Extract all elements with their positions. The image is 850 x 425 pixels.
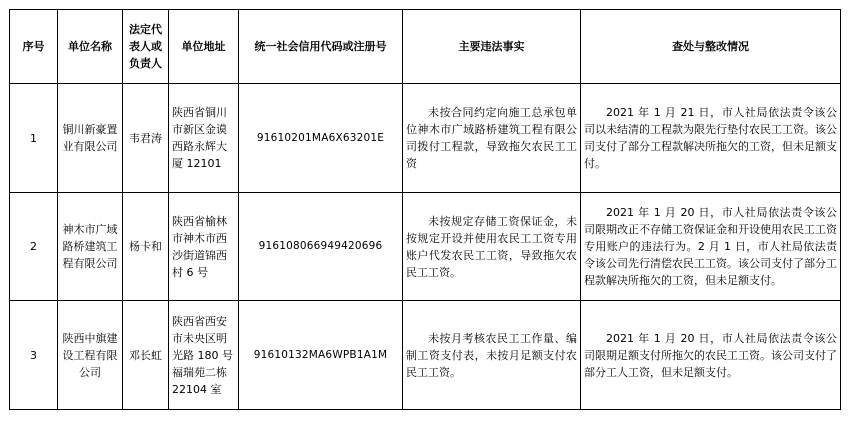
table-row: [10, 193, 841, 301]
cell-address: 陕西省西安市未央区明光路 180 号福瑞苑二栋 22104 室: [169, 301, 239, 410]
cell-handling: 2021 年 1 月 21 日，市人社局依法责令该公司以未结清的工程款为限先行垫付农民工工资。该公司支付了部分工程款解决所拖欠的工资，但未足额支付。: [581, 84, 841, 193]
cell-name: 铜川新豪置业有限公司: [58, 84, 123, 193]
cell-address: 陕西省铜川市新区金谟西路永辉大厦 12101: [169, 84, 239, 193]
violation-table-sheet: [9, 9, 841, 410]
cell-handling: 2021 年 1 月 20 日，市人社局依法责令该公司限期改正不存储工资保证金和开设使用农民工工资专用账户的违法行为。2 月 1 日，市人社局依法责令该公司先行清偿农民工工资。该公司支付了部分工程款解决所拖欠的工资，但未足额支付。: [581, 193, 841, 301]
table-row: [10, 84, 841, 193]
cell-facts: 未按月考核农民工工作量、编制工资支付表，未按月足额支付农民工工资。: [403, 301, 581, 410]
header-no: 序号: [10, 10, 58, 84]
cell-facts: 未按合同约定向施工总承包单位神木市广域路桥建筑工程有限公司拨付工程款，导致拖欠农民工工资: [403, 84, 581, 193]
cell-no: 2: [10, 193, 58, 301]
cell-rep: 杨卡和: [123, 193, 169, 301]
cell-rep: 邓长虹: [123, 301, 169, 410]
violation-table: [9, 9, 841, 410]
cell-facts: 未按规定存储工资保证金，未按规定开设并使用农民工工资专用账户代发农民工工资，导致拖欠农民工工资。: [403, 193, 581, 301]
cell-code: 916108066949420696: [239, 193, 403, 301]
cell-code: 91610132MA6WPB1A1M: [239, 301, 403, 410]
cell-handling: 2021 年 1 月 20 日，市人社局依法责令该公司限期足额支付所拖欠的农民工工资。该公司支付了部分工人工资，但未足额支付。: [581, 301, 841, 410]
cell-no: 3: [10, 301, 58, 410]
header-name: 单位名称: [58, 10, 123, 84]
cell-no: 1: [10, 84, 58, 193]
header-handling: 查处与整改情况: [581, 10, 841, 84]
cell-name: 陕西中旗建设工程有限公司: [58, 301, 123, 410]
cell-name: 神木市广域路桥建筑工程有限公司: [58, 193, 123, 301]
header-facts: 主要违法事实: [403, 10, 581, 84]
header-address: 单位地址: [169, 10, 239, 84]
header-code: 统一社会信用代码或注册号: [239, 10, 403, 84]
cell-code: 91610201MA6X63201E: [239, 84, 403, 193]
table-header-row: [10, 10, 841, 84]
table-row: [10, 301, 841, 410]
header-rep: 法定代表人或负责人: [123, 10, 169, 84]
cell-rep: 韦君涛: [123, 84, 169, 193]
cell-address: 陕西省榆林市神木市西沙街道锦西村 6 号: [169, 193, 239, 301]
